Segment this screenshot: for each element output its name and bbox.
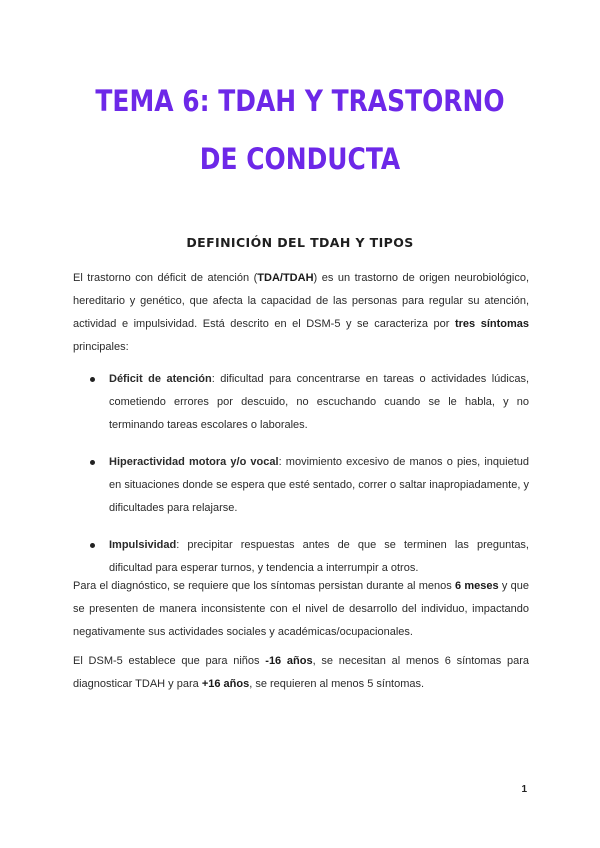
title-line-2: DE CONDUCTA (199, 142, 401, 176)
section-heading: DEFINICIÓN DEL TDAH Y TIPOS (186, 235, 414, 250)
bullet-icon (90, 377, 95, 382)
title-line-1: TEMA 6: TDAH Y TRASTORNO (95, 84, 505, 118)
diagnosis-bold-1: 6 meses (455, 580, 499, 592)
intro-text-3: principales: (73, 341, 129, 353)
dsm-paragraph (73, 650, 529, 696)
intro-text-2: ) es un trastorno de origen neurobiológico, hereditario y genético, que afecta la capacidad de las personas para regular su atención, actividad e impulsividad. Está descrito en el DSM-5 y se caracteriza por (73, 272, 530, 330)
dsm-bold-1: -16 años (265, 655, 313, 667)
diagnosis-text-1: Para el diagnóstico, se requiere que los síntomas persistan durante al menos (73, 580, 456, 592)
diagnosis-text-2: y que se presenten de manera inconsistente con el nivel de desarrollo del individuo, impactando negativamente sus actividades sociales y académicas/ocupacionales. (73, 580, 529, 638)
intro-bold-2: tres síntomas (454, 318, 529, 330)
bullet-text: : precipitar respuestas antes de que se terminen las preguntas, dificultad para esperar turnos, y tendencia a interrumpir a otros. (109, 539, 529, 574)
page-number: 1 (521, 784, 527, 795)
intro-bold-1: TDA/TDAH (257, 272, 314, 284)
list-item (73, 451, 529, 520)
bullet-icon (90, 460, 95, 465)
list-item (73, 368, 529, 437)
diagnosis-paragraph (73, 575, 529, 644)
bullet-icon (90, 543, 95, 548)
bullet-text: : movimiento excesivo de manos o pies, inquietud en situaciones donde se espera que esté sentado, correr o saltar inapropiadamente, y dificultades para relajarse. (109, 456, 529, 514)
bullet-term: Impulsividad (109, 539, 177, 551)
dsm-text-3: , se requieren al menos 5 síntomas. (249, 678, 425, 690)
document-title (0, 72, 600, 188)
bullet-text: : dificultad para concentrarse en tareas o actividades lúdicas, cometiendo errores por descuido, no escuchando cuando se le habla, y no terminando tareas escolares o laborales. (109, 373, 530, 431)
dsm-text-2: , se necesitan al menos 6 síntomas para diagnosticar TDAH y para (73, 655, 529, 690)
intro-text-1: El trastorno con déficit de atención ( (73, 272, 258, 284)
dsm-bold-2: +16 años (201, 678, 250, 690)
bullet-term: Hiperactividad motora y/o vocal (109, 456, 279, 468)
intro-paragraph (73, 267, 529, 359)
list-item (73, 534, 529, 580)
symptom-list (73, 368, 529, 594)
dsm-text-1: El DSM-5 establece que para niños (73, 655, 266, 667)
bullet-term: Déficit de atención (109, 373, 212, 385)
